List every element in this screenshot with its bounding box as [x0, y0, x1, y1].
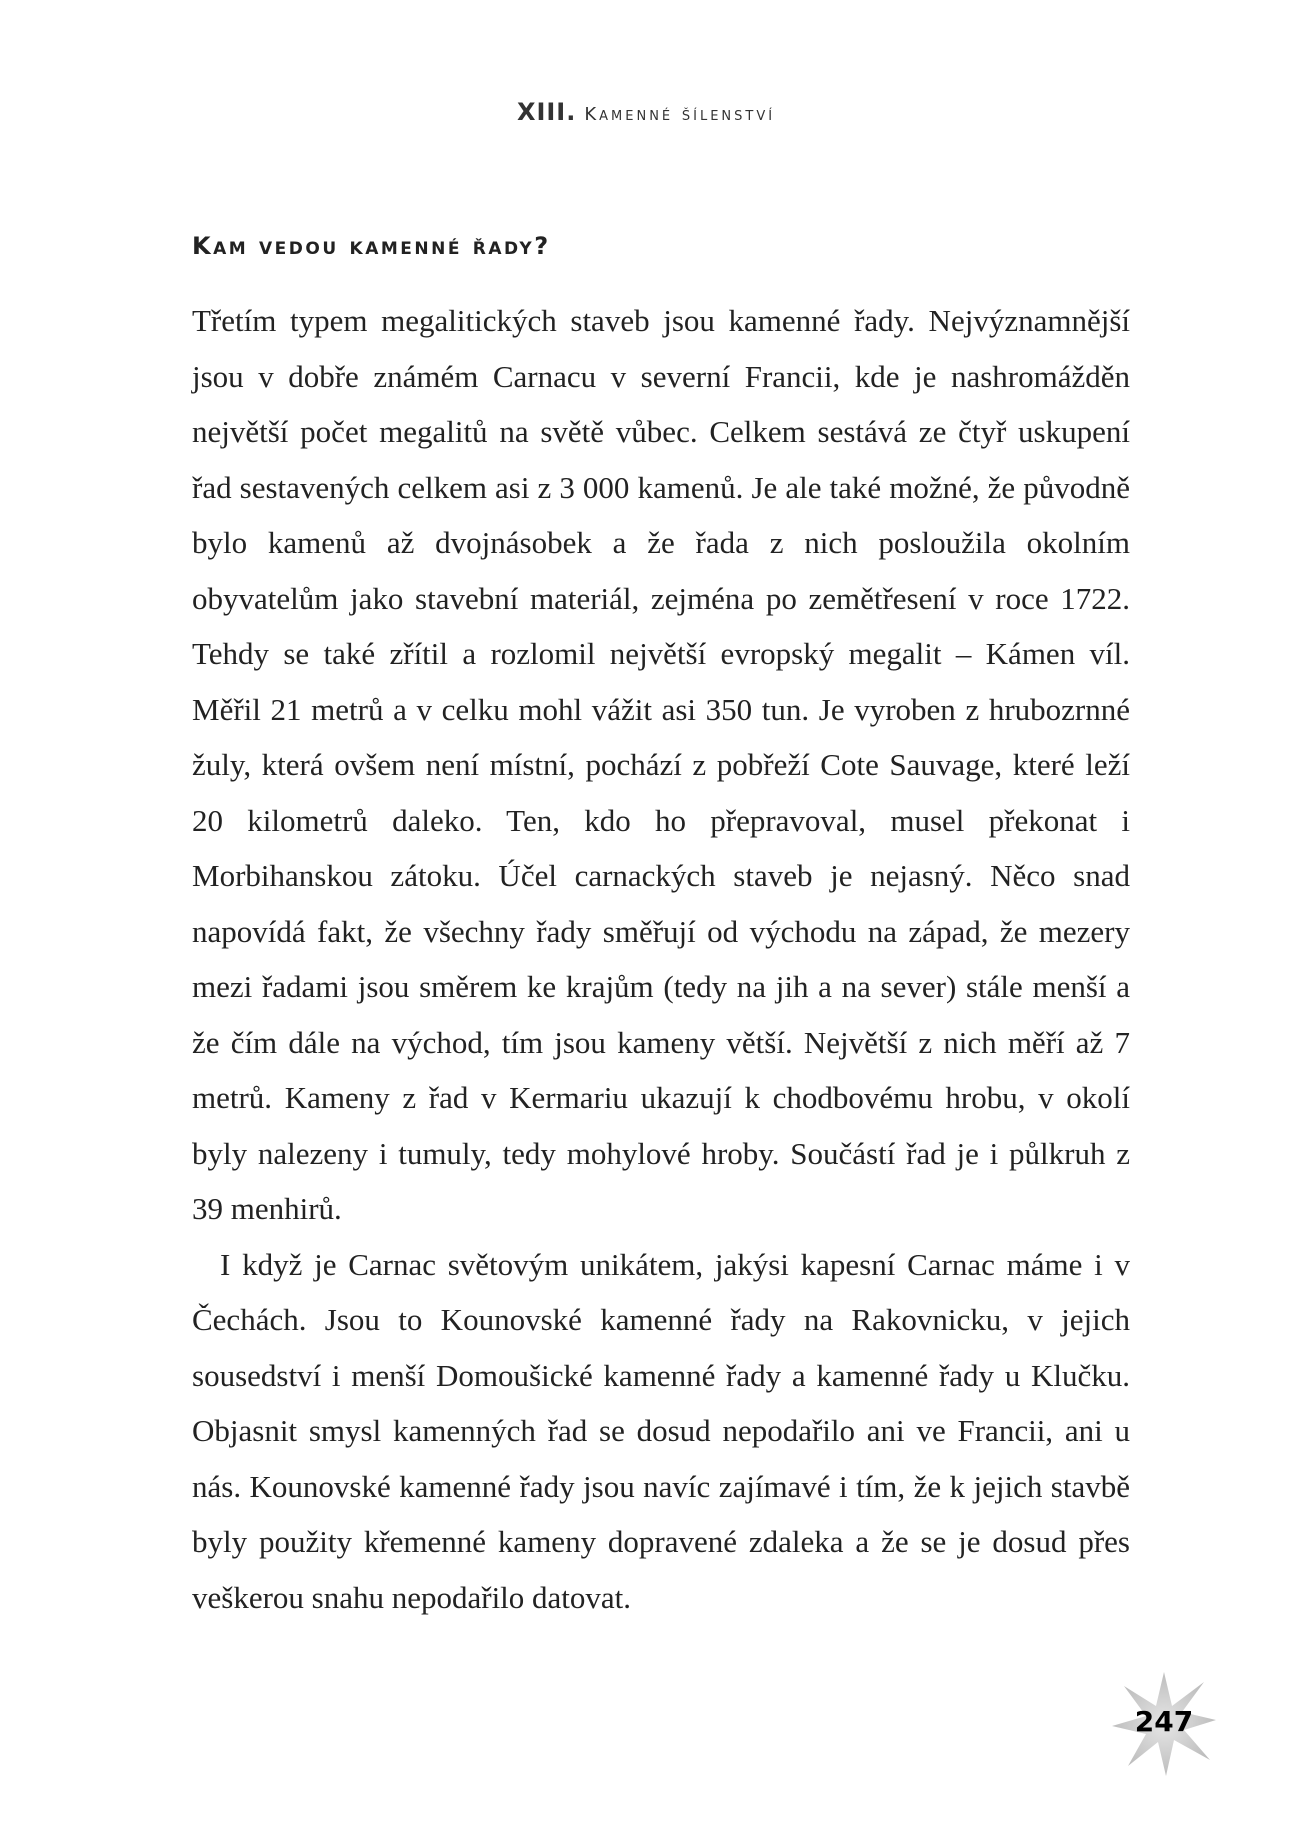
- page-number-badge: [1108, 1668, 1220, 1780]
- paragraph-2: I když je Carnac světovým unikátem, jakýsi kapesní Carnac máme i v Čechách. Jsou to Kounovské kamenné řady na Rakovnicku, v jejich sousedství i menší Domoušické kamenné řady a kamenné řady u Klučku. Objasnit smysl kamenných řad se dosud nepodařilo ani ve Francii, ani u nás. Kounovské kamenné řady jsou navíc zajímavé i tím, že k jejich stavbě byly použity křemenné kameny dopravené zdaleka a že se je dosud přes veškerou snahu nepodařilo datovat.: [192, 1246, 1130, 1615]
- paragraph-1: Třetím typem megalitických staveb jsou kamenné řady. Nejvýznamnější jsou v dobře známém Carnacu v severní Francii, kde je nashromážděn největší počet megalitů na světě vůbec. Celkem sestává ze čtyř uskupení řad sestavených celkem asi z 3 000 kamenů. Je ale také možné, že původně bylo kamenů až dvojnásobek a že řada z nich posloužila okolním obyvatelům jako stavební materiál, zejména po zemětřesení v roce 1722. Tehdy se také zřítil a rozlomil největší evropský megalit – Kámen víl. Měřil 21 metrů a v celku mohl vážit asi 350 tun. Je vyroben z hrubozrnné žuly, která ovšem není místní, pochází z pobřeží Cote Sauvage, které leží 20 kilometrů daleko. Ten, kdo ho přepravoval, musel překonat i Morbihanskou zátoku. Účel carnackých staveb je nejasný. Něco snad napovídá fakt, že všechny řady směřují od východu na západ, že mezery mezi řadami jsou směrem ke krajům (tedy na jih a na sever) stále menší a že čím dále na východ, tím jsou kameny větší. Největší z nich měří až 7 metrů. Kameny z řad v Kermariu ukazují k chodbovému hrobu, v okolí byly nalezeny i tumuly, tedy mohylové hroby. Součástí řad je i půlkruh z 39 menhirů.: [192, 303, 1130, 1226]
- page-number: 247: [1134, 1705, 1194, 1738]
- chapter-number: XIII.: [516, 98, 577, 126]
- chapter-title: Kamenné šílenství: [584, 104, 776, 125]
- body-text: [192, 293, 1130, 1625]
- section-title: Kam vedou kamenné řady?: [192, 232, 551, 260]
- running-head: [0, 98, 1292, 126]
